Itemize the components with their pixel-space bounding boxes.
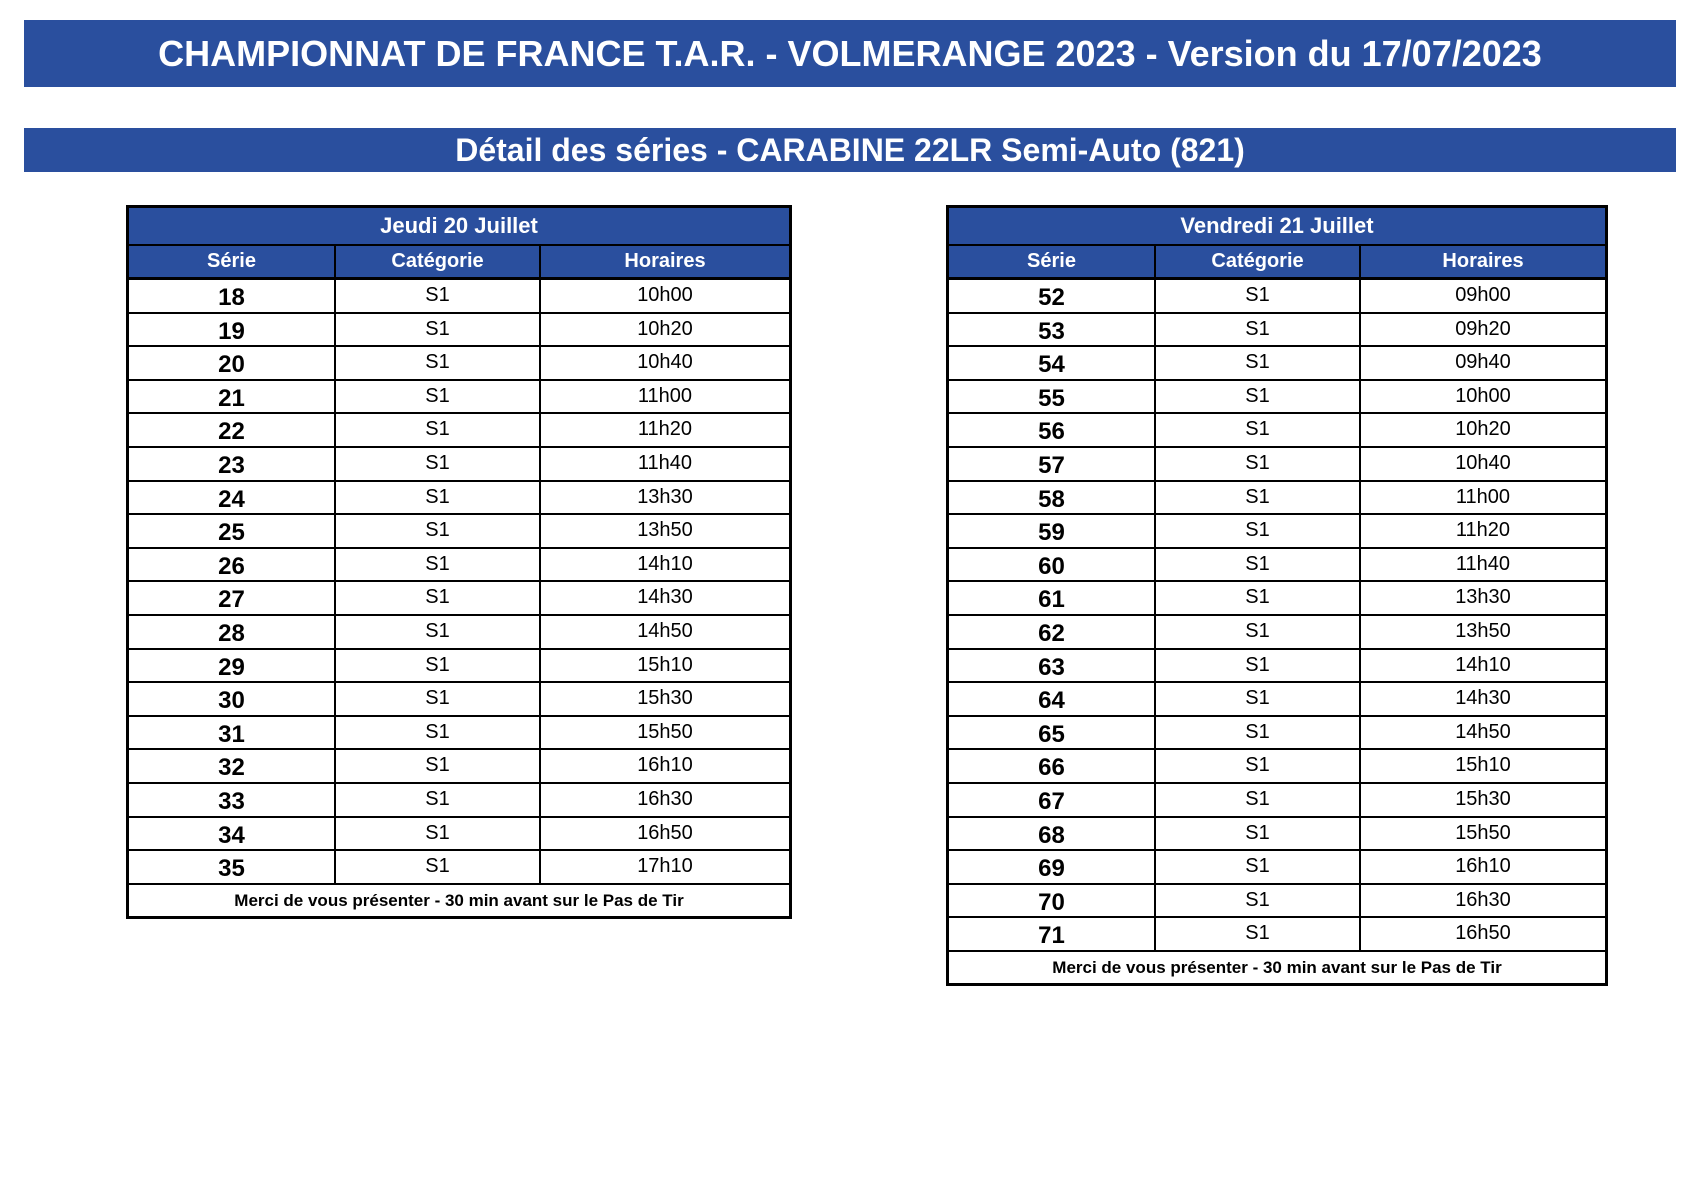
horaire-cell: 15h50 bbox=[637, 720, 693, 743]
categorie-cell: S1 bbox=[336, 750, 541, 782]
table-row bbox=[949, 515, 1605, 549]
serie-cell: 62 bbox=[949, 616, 1156, 648]
categorie-cell: S1 bbox=[1156, 448, 1361, 480]
categorie-cell: S1 bbox=[1156, 885, 1361, 917]
categorie-cell: S1 bbox=[336, 280, 541, 312]
table-row bbox=[949, 851, 1605, 885]
table-row bbox=[129, 549, 789, 583]
categorie-cell: S1 bbox=[1156, 280, 1361, 312]
serie-cell: 31 bbox=[129, 717, 336, 749]
horaire-cell: 16h50 bbox=[1455, 922, 1511, 945]
categorie-cell: S1 bbox=[1156, 314, 1361, 346]
column-header-horaires: Horaires bbox=[1442, 250, 1524, 272]
horaire-cell: 11h20 bbox=[1455, 519, 1511, 542]
serie-cell: 61 bbox=[949, 582, 1156, 614]
serie-cell: 65 bbox=[949, 717, 1156, 749]
serie-cell: 67 bbox=[949, 784, 1156, 816]
table-row bbox=[129, 750, 789, 784]
serie-cell: 22 bbox=[129, 414, 336, 446]
horaire-cell: 15h30 bbox=[637, 687, 693, 710]
categorie-cell: S1 bbox=[336, 582, 541, 614]
table-row bbox=[129, 414, 789, 448]
table-row bbox=[949, 314, 1605, 348]
horaire-cell: 16h10 bbox=[1455, 855, 1511, 878]
categorie-cell: S1 bbox=[1156, 515, 1361, 547]
categorie-cell: S1 bbox=[336, 851, 541, 883]
serie-cell: 64 bbox=[949, 683, 1156, 715]
categorie-cell: S1 bbox=[1156, 650, 1361, 682]
serie-cell: 60 bbox=[949, 549, 1156, 581]
categorie-cell: S1 bbox=[1156, 582, 1361, 614]
table-row bbox=[949, 280, 1605, 314]
categorie-cell: S1 bbox=[336, 381, 541, 413]
table-footer-note: Merci de vous présenter - 30 min avant sur le Pas de Tir bbox=[1052, 957, 1502, 977]
categorie-cell: S1 bbox=[1156, 549, 1361, 581]
table-row bbox=[949, 582, 1605, 616]
serie-cell: 54 bbox=[949, 347, 1156, 379]
categorie-cell: S1 bbox=[1156, 683, 1361, 715]
serie-cell: 20 bbox=[129, 347, 336, 379]
page-subtitle: Détail des séries - CARABINE 22LR Semi-Auto (821) bbox=[24, 128, 1676, 172]
table-row bbox=[949, 381, 1605, 415]
horaire-cell: 16h30 bbox=[1455, 888, 1511, 911]
categorie-cell: S1 bbox=[1156, 818, 1361, 850]
categorie-cell: S1 bbox=[1156, 750, 1361, 782]
horaire-cell: 13h30 bbox=[1455, 586, 1511, 609]
table-row bbox=[129, 448, 789, 482]
serie-cell: 58 bbox=[949, 482, 1156, 514]
categorie-cell: S1 bbox=[1156, 717, 1361, 749]
horaire-cell: 11h20 bbox=[637, 418, 693, 441]
horaire-cell: 16h30 bbox=[637, 787, 693, 810]
serie-cell: 30 bbox=[129, 683, 336, 715]
categorie-cell: S1 bbox=[336, 784, 541, 816]
categorie-cell: S1 bbox=[1156, 381, 1361, 413]
serie-cell: 35 bbox=[129, 851, 336, 883]
serie-cell: 53 bbox=[949, 314, 1156, 346]
horaire-cell: 09h20 bbox=[1455, 317, 1511, 340]
categorie-cell: S1 bbox=[1156, 616, 1361, 648]
categorie-cell: S1 bbox=[336, 650, 541, 682]
horaire-cell: 14h50 bbox=[1455, 720, 1511, 743]
table-row bbox=[129, 314, 789, 348]
table-row bbox=[949, 818, 1605, 852]
categorie-cell: S1 bbox=[336, 549, 541, 581]
horaire-cell: 15h10 bbox=[1455, 754, 1511, 777]
serie-cell: 25 bbox=[129, 515, 336, 547]
serie-cell: 18 bbox=[129, 280, 336, 312]
categorie-cell: S1 bbox=[336, 414, 541, 446]
horaire-cell: 10h40 bbox=[637, 351, 693, 374]
horaire-cell: 10h00 bbox=[1455, 384, 1511, 407]
table-row bbox=[949, 885, 1605, 919]
serie-cell: 70 bbox=[949, 885, 1156, 917]
horaire-cell: 10h00 bbox=[637, 284, 693, 306]
column-header-categorie: Catégorie bbox=[1156, 246, 1361, 277]
page-title: CHAMPIONNAT DE FRANCE T.A.R. - VOLMERANGE 2023 - Version du 17/07/2023 bbox=[24, 20, 1676, 87]
schedule-table-thursday bbox=[126, 205, 792, 919]
horaire-cell: 14h30 bbox=[1455, 687, 1511, 710]
serie-cell: 26 bbox=[129, 549, 336, 581]
table-row bbox=[949, 347, 1605, 381]
serie-cell: 63 bbox=[949, 650, 1156, 682]
table-row bbox=[129, 482, 789, 516]
table-row bbox=[129, 650, 789, 684]
serie-cell: 56 bbox=[949, 414, 1156, 446]
horaire-cell: 15h10 bbox=[637, 653, 693, 676]
table-row bbox=[949, 750, 1605, 784]
serie-cell: 71 bbox=[949, 918, 1156, 950]
column-header-horaires: Horaires bbox=[624, 250, 706, 272]
horaire-cell: 16h50 bbox=[637, 821, 693, 844]
table-row bbox=[949, 650, 1605, 684]
table-row bbox=[949, 784, 1605, 818]
horaire-cell: 17h10 bbox=[637, 855, 693, 878]
horaire-cell: 14h10 bbox=[637, 552, 693, 575]
table-row bbox=[949, 683, 1605, 717]
horaire-cell: 09h40 bbox=[1455, 351, 1511, 374]
horaire-cell: 13h30 bbox=[637, 485, 693, 508]
horaire-cell: 15h50 bbox=[1455, 821, 1511, 844]
horaire-cell: 11h00 bbox=[637, 384, 693, 407]
categorie-cell: S1 bbox=[336, 314, 541, 346]
serie-cell: 59 bbox=[949, 515, 1156, 547]
horaire-cell: 13h50 bbox=[1455, 619, 1511, 642]
table-body bbox=[949, 280, 1605, 952]
day-header: Jeudi 20 Juillet bbox=[129, 208, 789, 246]
serie-cell: 57 bbox=[949, 448, 1156, 480]
table-row bbox=[949, 414, 1605, 448]
horaire-cell: 14h50 bbox=[637, 619, 693, 642]
column-header-row bbox=[949, 246, 1605, 280]
table-row bbox=[129, 717, 789, 751]
serie-cell: 21 bbox=[129, 381, 336, 413]
table-row bbox=[949, 717, 1605, 751]
horaire-cell: 11h40 bbox=[637, 451, 693, 474]
column-header-serie: Série bbox=[129, 246, 336, 277]
serie-cell: 34 bbox=[129, 818, 336, 850]
table-row bbox=[949, 448, 1605, 482]
horaire-cell: 10h40 bbox=[1455, 451, 1511, 474]
categorie-cell: S1 bbox=[336, 482, 541, 514]
serie-cell: 32 bbox=[129, 750, 336, 782]
schedule-table-friday bbox=[946, 205, 1608, 986]
categorie-cell: S1 bbox=[1156, 482, 1361, 514]
horaire-cell: 15h30 bbox=[1455, 787, 1511, 810]
column-header-categorie: Catégorie bbox=[336, 246, 541, 277]
categorie-cell: S1 bbox=[336, 347, 541, 379]
horaire-cell: 14h30 bbox=[637, 586, 693, 609]
table-row bbox=[129, 784, 789, 818]
day-header: Vendredi 21 Juillet bbox=[949, 208, 1605, 246]
column-header-serie: Série bbox=[949, 246, 1156, 277]
table-row bbox=[129, 616, 789, 650]
categorie-cell: S1 bbox=[336, 818, 541, 850]
table-body bbox=[129, 280, 789, 885]
table-row bbox=[949, 549, 1605, 583]
categorie-cell: S1 bbox=[336, 448, 541, 480]
categorie-cell: S1 bbox=[336, 515, 541, 547]
horaire-cell: 10h20 bbox=[1455, 418, 1511, 441]
horaire-cell: 13h50 bbox=[637, 519, 693, 542]
categorie-cell: S1 bbox=[1156, 851, 1361, 883]
categorie-cell: S1 bbox=[1156, 784, 1361, 816]
categorie-cell: S1 bbox=[336, 683, 541, 715]
table-row bbox=[129, 818, 789, 852]
horaire-cell: 11h00 bbox=[1455, 485, 1511, 508]
categorie-cell: S1 bbox=[1156, 347, 1361, 379]
serie-cell: 55 bbox=[949, 381, 1156, 413]
serie-cell: 19 bbox=[129, 314, 336, 346]
horaire-cell: 10h20 bbox=[637, 317, 693, 340]
categorie-cell: S1 bbox=[336, 616, 541, 648]
column-header-row bbox=[129, 246, 789, 280]
serie-cell: 27 bbox=[129, 582, 336, 614]
categorie-cell: S1 bbox=[336, 717, 541, 749]
table-row bbox=[949, 918, 1605, 952]
table-row bbox=[949, 616, 1605, 650]
table-row bbox=[129, 280, 789, 314]
serie-cell: 66 bbox=[949, 750, 1156, 782]
table-row bbox=[949, 482, 1605, 516]
table-row bbox=[129, 515, 789, 549]
horaire-cell: 09h00 bbox=[1455, 284, 1511, 306]
serie-cell: 24 bbox=[129, 482, 336, 514]
table-row bbox=[129, 851, 789, 885]
categorie-cell: S1 bbox=[1156, 918, 1361, 950]
table-row bbox=[129, 582, 789, 616]
categorie-cell: S1 bbox=[1156, 414, 1361, 446]
table-footer-note: Merci de vous présenter - 30 min avant sur le Pas de Tir bbox=[234, 890, 684, 910]
serie-cell: 52 bbox=[949, 280, 1156, 312]
horaire-cell: 14h10 bbox=[1455, 653, 1511, 676]
table-row bbox=[129, 347, 789, 381]
serie-cell: 68 bbox=[949, 818, 1156, 850]
serie-cell: 29 bbox=[129, 650, 336, 682]
horaire-cell: 16h10 bbox=[637, 754, 693, 777]
serie-cell: 33 bbox=[129, 784, 336, 816]
serie-cell: 23 bbox=[129, 448, 336, 480]
serie-cell: 28 bbox=[129, 616, 336, 648]
serie-cell: 69 bbox=[949, 851, 1156, 883]
table-row bbox=[129, 683, 789, 717]
table-row bbox=[129, 381, 789, 415]
horaire-cell: 11h40 bbox=[1455, 552, 1511, 575]
